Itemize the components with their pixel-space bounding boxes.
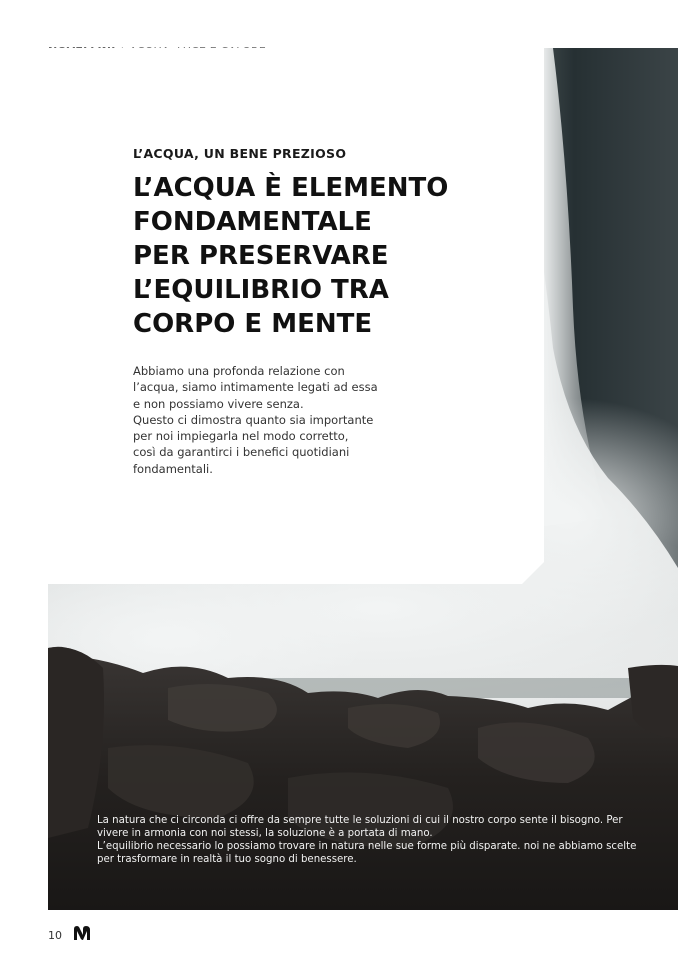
caption-line: L’equilibrio necessario lo possiamo trovare in natura nelle sue forme più disparate. noi ne abbiamo scelte	[97, 841, 637, 852]
body-line: così da garantirci i benefici quotidiani	[133, 445, 350, 460]
body-line: per noi impiegarla nel modo corretto,	[133, 429, 349, 444]
novellini-logo-icon	[74, 926, 90, 940]
caption-line: La natura che ci circonda ci offre da sempre tutte le soluzioni di cui il nostro corpo sente il bisogno. Per	[97, 815, 623, 826]
article-title	[133, 171, 473, 341]
title-line: CORPO E MENTE	[133, 309, 373, 339]
body-line: e non possiamo vivere senza.	[133, 396, 304, 411]
page-number: 10	[48, 929, 62, 942]
caption-line: per trasformare in realtà il tuo sogno di benessere.	[97, 854, 357, 865]
body-line: Questo ci dimostra quanto sia importante	[133, 412, 374, 427]
body-line: l’acqua, siamo intimamente legati ad essa	[133, 380, 378, 395]
title-line: PER PRESERVARE	[133, 241, 389, 271]
body-line: Abbiamo una profonda relazione con	[133, 364, 345, 378]
title-line: L’EQUILIBRIO TRA	[133, 275, 389, 305]
article-body	[133, 363, 393, 477]
article-kicker: L’ACQUA, UN BENE PREZIOSO	[133, 146, 347, 161]
title-line: FONDAMENTALE	[133, 207, 372, 237]
body-line: fondamentali.	[133, 461, 213, 476]
title-line: L’ACQUA È ELEMENTO	[133, 173, 449, 203]
photo-caption	[97, 814, 657, 866]
caption-line: vivere in armonia con noi stessi, la soluzione è a portata di mano.	[97, 828, 433, 839]
